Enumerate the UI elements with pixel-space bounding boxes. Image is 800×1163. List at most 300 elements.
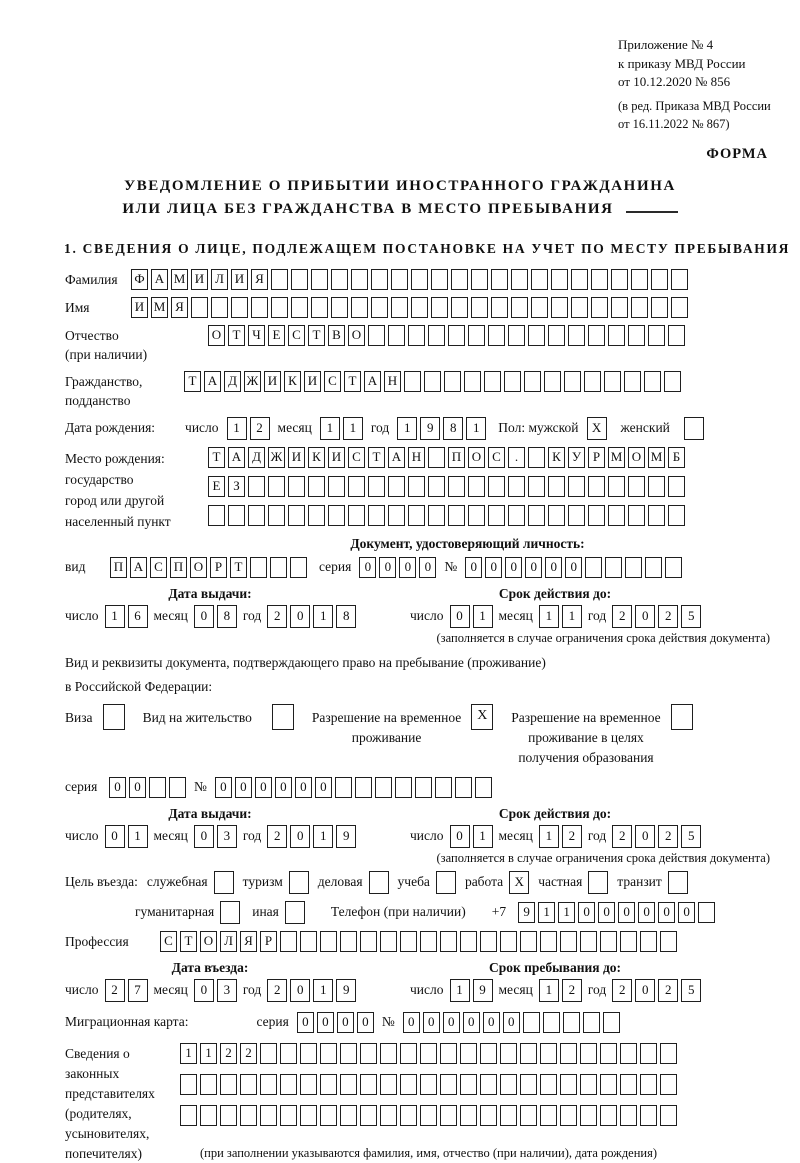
- char-cell[interactable]: [664, 371, 681, 392]
- char-cell[interactable]: О: [208, 325, 225, 346]
- birth-place-line1-cells[interactable]: [208, 447, 685, 468]
- char-cell[interactable]: [220, 901, 240, 924]
- representatives-line3-cells[interactable]: [180, 1105, 677, 1126]
- char-cell[interactable]: [428, 476, 445, 497]
- residence-series-cells[interactable]: [109, 777, 186, 798]
- char-cell[interactable]: [180, 1074, 197, 1095]
- char-cell[interactable]: 0: [483, 1012, 500, 1033]
- char-cell[interactable]: 0: [357, 1012, 374, 1033]
- char-cell[interactable]: [280, 1074, 297, 1095]
- char-cell[interactable]: [548, 325, 565, 346]
- char-cell[interactable]: [211, 297, 228, 318]
- char-cell[interactable]: 0: [129, 777, 146, 798]
- char-cell[interactable]: [640, 1074, 657, 1095]
- char-cell[interactable]: [285, 901, 305, 924]
- char-cell[interactable]: [369, 871, 389, 894]
- char-cell[interactable]: 0: [290, 979, 310, 1002]
- char-cell[interactable]: [300, 1105, 317, 1126]
- char-cell[interactable]: [660, 1074, 677, 1095]
- char-cell[interactable]: [568, 505, 585, 526]
- char-cell[interactable]: Ф: [131, 269, 148, 290]
- char-cell[interactable]: З: [228, 476, 245, 497]
- char-cell[interactable]: [348, 505, 365, 526]
- char-cell[interactable]: [380, 931, 397, 952]
- char-cell[interactable]: [500, 931, 517, 952]
- char-cell[interactable]: [548, 476, 565, 497]
- char-cell[interactable]: 0: [359, 557, 376, 578]
- char-cell[interactable]: 2: [612, 825, 632, 848]
- char-cell[interactable]: Я: [171, 297, 188, 318]
- char-cell[interactable]: 0: [505, 557, 522, 578]
- char-cell[interactable]: 0: [450, 605, 470, 628]
- char-cell[interactable]: [360, 931, 377, 952]
- residence-issue-year[interactable]: [267, 825, 356, 848]
- char-cell[interactable]: [544, 371, 561, 392]
- char-cell[interactable]: [291, 297, 308, 318]
- char-cell[interactable]: [571, 269, 588, 290]
- char-cell[interactable]: [440, 1043, 457, 1064]
- char-cell[interactable]: [380, 1043, 397, 1064]
- char-cell[interactable]: [540, 1043, 557, 1064]
- char-cell[interactable]: 9: [336, 979, 356, 1002]
- char-cell[interactable]: [671, 297, 688, 318]
- entry-day[interactable]: [105, 979, 148, 1002]
- char-cell[interactable]: 8: [336, 605, 356, 628]
- char-cell[interactable]: И: [288, 447, 305, 468]
- identity-valid-year[interactable]: [612, 605, 701, 628]
- char-cell[interactable]: 2: [267, 605, 287, 628]
- char-cell[interactable]: [588, 476, 605, 497]
- char-cell[interactable]: [551, 269, 568, 290]
- char-cell[interactable]: [648, 325, 665, 346]
- char-cell[interactable]: 0: [315, 777, 332, 798]
- char-cell[interactable]: 0: [235, 777, 252, 798]
- char-cell[interactable]: [214, 871, 234, 894]
- char-cell[interactable]: [640, 1105, 657, 1126]
- char-cell[interactable]: [420, 1043, 437, 1064]
- char-cell[interactable]: 1: [450, 979, 470, 1002]
- doc-series-cells[interactable]: [359, 557, 436, 578]
- char-cell[interactable]: А: [204, 371, 221, 392]
- visa-checkbox[interactable]: [103, 704, 125, 730]
- char-cell[interactable]: [291, 269, 308, 290]
- char-cell[interactable]: [668, 505, 685, 526]
- purpose-work-checkbox[interactable]: [509, 871, 529, 894]
- char-cell[interactable]: [468, 325, 485, 346]
- char-cell[interactable]: [608, 505, 625, 526]
- purpose-transit-checkbox[interactable]: [668, 871, 688, 894]
- char-cell[interactable]: [620, 1105, 637, 1126]
- char-cell[interactable]: [608, 476, 625, 497]
- char-cell[interactable]: 0: [598, 902, 615, 923]
- residence-number-cells[interactable]: [215, 777, 492, 798]
- char-cell[interactable]: 1: [473, 825, 493, 848]
- char-cell[interactable]: [671, 704, 693, 730]
- char-cell[interactable]: 5: [681, 605, 701, 628]
- char-cell[interactable]: [460, 1105, 477, 1126]
- char-cell[interactable]: [240, 1105, 257, 1126]
- char-cell[interactable]: 0: [485, 557, 502, 578]
- char-cell[interactable]: 9: [518, 902, 535, 923]
- entry-year[interactable]: [267, 979, 356, 1002]
- char-cell[interactable]: 2: [267, 979, 287, 1002]
- char-cell[interactable]: Я: [251, 269, 268, 290]
- char-cell[interactable]: [436, 871, 456, 894]
- purpose-business-checkbox[interactable]: [369, 871, 389, 894]
- char-cell[interactable]: [320, 1105, 337, 1126]
- identity-valid-day[interactable]: [450, 605, 493, 628]
- char-cell[interactable]: [628, 476, 645, 497]
- char-cell[interactable]: [355, 777, 372, 798]
- char-cell[interactable]: [591, 269, 608, 290]
- char-cell[interactable]: X: [509, 871, 529, 894]
- char-cell[interactable]: 0: [443, 1012, 460, 1033]
- char-cell[interactable]: [563, 1012, 580, 1033]
- char-cell[interactable]: [648, 505, 665, 526]
- char-cell[interactable]: 0: [635, 605, 655, 628]
- char-cell[interactable]: [340, 1074, 357, 1095]
- char-cell[interactable]: [488, 476, 505, 497]
- char-cell[interactable]: [491, 269, 508, 290]
- char-cell[interactable]: [408, 325, 425, 346]
- char-cell[interactable]: [289, 871, 309, 894]
- char-cell[interactable]: [220, 1074, 237, 1095]
- char-cell[interactable]: [411, 297, 428, 318]
- profession-cells[interactable]: [160, 931, 677, 952]
- char-cell[interactable]: [584, 371, 601, 392]
- char-cell[interactable]: [591, 297, 608, 318]
- char-cell[interactable]: [435, 777, 452, 798]
- char-cell[interactable]: 1: [473, 605, 493, 628]
- char-cell[interactable]: Р: [210, 557, 227, 578]
- char-cell[interactable]: [368, 476, 385, 497]
- char-cell[interactable]: [651, 297, 668, 318]
- char-cell[interactable]: [511, 297, 528, 318]
- char-cell[interactable]: [540, 931, 557, 952]
- char-cell[interactable]: 0: [194, 825, 214, 848]
- char-cell[interactable]: [448, 325, 465, 346]
- char-cell[interactable]: [200, 1105, 217, 1126]
- char-cell[interactable]: 2: [562, 825, 582, 848]
- char-cell[interactable]: [543, 1012, 560, 1033]
- char-cell[interactable]: [460, 1074, 477, 1095]
- char-cell[interactable]: Т: [308, 325, 325, 346]
- char-cell[interactable]: 1: [466, 417, 486, 440]
- char-cell[interactable]: [270, 557, 287, 578]
- char-cell[interactable]: [368, 505, 385, 526]
- char-cell[interactable]: [588, 325, 605, 346]
- char-cell[interactable]: [468, 505, 485, 526]
- char-cell[interactable]: А: [228, 447, 245, 468]
- migration-series-cells[interactable]: [297, 1012, 374, 1033]
- migration-number-cells[interactable]: [403, 1012, 620, 1033]
- char-cell[interactable]: [620, 931, 637, 952]
- char-cell[interactable]: [368, 325, 385, 346]
- char-cell[interactable]: [500, 1074, 517, 1095]
- char-cell[interactable]: 3: [217, 825, 237, 848]
- char-cell[interactable]: [548, 505, 565, 526]
- identity-issue-day[interactable]: [105, 605, 148, 628]
- residence-valid-month[interactable]: [539, 825, 582, 848]
- char-cell[interactable]: 0: [578, 902, 595, 923]
- char-cell[interactable]: 0: [635, 825, 655, 848]
- representatives-line1-cells[interactable]: [180, 1043, 677, 1064]
- char-cell[interactable]: 0: [295, 777, 312, 798]
- purpose-study-checkbox[interactable]: [436, 871, 456, 894]
- char-cell[interactable]: 0: [290, 605, 310, 628]
- identity-issue-month[interactable]: [194, 605, 237, 628]
- char-cell[interactable]: 2: [220, 1043, 237, 1064]
- char-cell[interactable]: [340, 1105, 357, 1126]
- char-cell[interactable]: С: [324, 371, 341, 392]
- char-cell[interactable]: [248, 476, 265, 497]
- char-cell[interactable]: 1: [128, 825, 148, 848]
- char-cell[interactable]: [520, 1074, 537, 1095]
- char-cell[interactable]: Ж: [244, 371, 261, 392]
- char-cell[interactable]: 5: [681, 825, 701, 848]
- phone-cells[interactable]: [518, 902, 715, 923]
- char-cell[interactable]: [484, 371, 501, 392]
- char-cell[interactable]: [220, 1105, 237, 1126]
- char-cell[interactable]: [580, 1105, 597, 1126]
- char-cell[interactable]: [580, 931, 597, 952]
- char-cell[interactable]: [523, 1012, 540, 1033]
- char-cell[interactable]: 2: [267, 825, 287, 848]
- char-cell[interactable]: [448, 476, 465, 497]
- char-cell[interactable]: 1: [313, 979, 333, 1002]
- char-cell[interactable]: [651, 269, 668, 290]
- char-cell[interactable]: [684, 417, 704, 440]
- char-cell[interactable]: [568, 476, 585, 497]
- char-cell[interactable]: [540, 1105, 557, 1126]
- residence-permit-checkbox[interactable]: [272, 704, 294, 730]
- char-cell[interactable]: [335, 777, 352, 798]
- char-cell[interactable]: [480, 1043, 497, 1064]
- representatives-line2-cells[interactable]: [180, 1074, 677, 1095]
- char-cell[interactable]: [431, 269, 448, 290]
- char-cell[interactable]: И: [328, 447, 345, 468]
- char-cell[interactable]: М: [648, 447, 665, 468]
- char-cell[interactable]: [440, 1074, 457, 1095]
- char-cell[interactable]: 2: [562, 979, 582, 1002]
- char-cell[interactable]: [600, 1043, 617, 1064]
- char-cell[interactable]: Т: [228, 325, 245, 346]
- char-cell[interactable]: [644, 371, 661, 392]
- char-cell[interactable]: [250, 557, 267, 578]
- char-cell[interactable]: 0: [450, 825, 470, 848]
- char-cell[interactable]: [428, 447, 445, 468]
- char-cell[interactable]: М: [171, 269, 188, 290]
- char-cell[interactable]: А: [388, 447, 405, 468]
- char-cell[interactable]: [500, 1105, 517, 1126]
- char-cell[interactable]: 2: [240, 1043, 257, 1064]
- char-cell[interactable]: 8: [443, 417, 463, 440]
- char-cell[interactable]: [464, 371, 481, 392]
- char-cell[interactable]: [169, 777, 186, 798]
- char-cell[interactable]: X: [471, 704, 493, 730]
- char-cell[interactable]: [308, 505, 325, 526]
- char-cell[interactable]: [251, 297, 268, 318]
- char-cell[interactable]: [640, 1043, 657, 1064]
- char-cell[interactable]: [631, 297, 648, 318]
- char-cell[interactable]: [588, 505, 605, 526]
- char-cell[interactable]: 0: [635, 979, 655, 1002]
- char-cell[interactable]: В: [328, 325, 345, 346]
- char-cell[interactable]: [551, 297, 568, 318]
- char-cell[interactable]: [348, 476, 365, 497]
- char-cell[interactable]: 6: [128, 605, 148, 628]
- char-cell[interactable]: [611, 269, 628, 290]
- char-cell[interactable]: Ч: [248, 325, 265, 346]
- patronymic-cells[interactable]: [208, 325, 685, 346]
- char-cell[interactable]: 2: [612, 979, 632, 1002]
- char-cell[interactable]: [620, 1074, 637, 1095]
- char-cell[interactable]: [272, 704, 294, 730]
- char-cell[interactable]: 9: [420, 417, 440, 440]
- char-cell[interactable]: 1: [397, 417, 417, 440]
- char-cell[interactable]: [268, 505, 285, 526]
- char-cell[interactable]: [400, 1043, 417, 1064]
- char-cell[interactable]: О: [190, 557, 207, 578]
- char-cell[interactable]: 0: [317, 1012, 334, 1033]
- char-cell[interactable]: 0: [658, 902, 675, 923]
- char-cell[interactable]: [149, 777, 166, 798]
- char-cell[interactable]: О: [468, 447, 485, 468]
- char-cell[interactable]: [228, 505, 245, 526]
- char-cell[interactable]: [625, 557, 642, 578]
- char-cell[interactable]: [400, 1074, 417, 1095]
- char-cell[interactable]: [628, 325, 645, 346]
- char-cell[interactable]: [508, 325, 525, 346]
- char-cell[interactable]: 0: [423, 1012, 440, 1033]
- char-cell[interactable]: 1: [313, 605, 333, 628]
- char-cell[interactable]: И: [131, 297, 148, 318]
- char-cell[interactable]: [583, 1012, 600, 1033]
- char-cell[interactable]: [428, 505, 445, 526]
- char-cell[interactable]: 0: [215, 777, 232, 798]
- char-cell[interactable]: 0: [525, 557, 542, 578]
- char-cell[interactable]: 0: [465, 557, 482, 578]
- char-cell[interactable]: Т: [368, 447, 385, 468]
- char-cell[interactable]: [180, 1105, 197, 1126]
- birth-year-cells[interactable]: [397, 417, 486, 440]
- char-cell[interactable]: [648, 476, 665, 497]
- char-cell[interactable]: [488, 325, 505, 346]
- char-cell[interactable]: [231, 297, 248, 318]
- char-cell[interactable]: [604, 371, 621, 392]
- char-cell[interactable]: [460, 931, 477, 952]
- char-cell[interactable]: [200, 1074, 217, 1095]
- char-cell[interactable]: [451, 269, 468, 290]
- char-cell[interactable]: 1: [313, 825, 333, 848]
- char-cell[interactable]: [240, 1074, 257, 1095]
- char-cell[interactable]: [665, 557, 682, 578]
- char-cell[interactable]: [280, 931, 297, 952]
- char-cell[interactable]: Д: [248, 447, 265, 468]
- char-cell[interactable]: Т: [230, 557, 247, 578]
- male-checkbox[interactable]: [587, 417, 607, 440]
- char-cell[interactable]: [668, 325, 685, 346]
- char-cell[interactable]: [375, 777, 392, 798]
- char-cell[interactable]: 1: [105, 605, 125, 628]
- char-cell[interactable]: 9: [473, 979, 493, 1002]
- char-cell[interactable]: 1: [538, 902, 555, 923]
- birth-day-cells[interactable]: [227, 417, 270, 440]
- char-cell[interactable]: [603, 1012, 620, 1033]
- purpose-humanitarian-checkbox[interactable]: [220, 901, 240, 924]
- char-cell[interactable]: Т: [180, 931, 197, 952]
- char-cell[interactable]: 1: [227, 417, 247, 440]
- char-cell[interactable]: Т: [184, 371, 201, 392]
- char-cell[interactable]: [320, 1043, 337, 1064]
- char-cell[interactable]: [500, 1043, 517, 1064]
- char-cell[interactable]: Л: [220, 931, 237, 952]
- residence-valid-day[interactable]: [450, 825, 493, 848]
- char-cell[interactable]: [645, 557, 662, 578]
- char-cell[interactable]: И: [191, 269, 208, 290]
- char-cell[interactable]: [600, 931, 617, 952]
- char-cell[interactable]: 1: [562, 605, 582, 628]
- char-cell[interactable]: [268, 476, 285, 497]
- char-cell[interactable]: Т: [344, 371, 361, 392]
- char-cell[interactable]: 1: [200, 1043, 217, 1064]
- char-cell[interactable]: У: [568, 447, 585, 468]
- char-cell[interactable]: М: [151, 297, 168, 318]
- char-cell[interactable]: 1: [539, 825, 559, 848]
- char-cell[interactable]: [391, 297, 408, 318]
- char-cell[interactable]: А: [151, 269, 168, 290]
- char-cell[interactable]: [511, 269, 528, 290]
- char-cell[interactable]: [475, 777, 492, 798]
- char-cell[interactable]: [588, 871, 608, 894]
- edu-permit-checkbox[interactable]: [671, 704, 693, 730]
- char-cell[interactable]: [585, 557, 602, 578]
- char-cell[interactable]: [520, 1105, 537, 1126]
- char-cell[interactable]: [508, 476, 525, 497]
- char-cell[interactable]: [331, 297, 348, 318]
- char-cell[interactable]: [660, 1043, 677, 1064]
- char-cell[interactable]: И: [304, 371, 321, 392]
- char-cell[interactable]: [528, 476, 545, 497]
- char-cell[interactable]: [480, 931, 497, 952]
- char-cell[interactable]: [431, 297, 448, 318]
- char-cell[interactable]: [340, 1043, 357, 1064]
- char-cell[interactable]: [388, 476, 405, 497]
- char-cell[interactable]: [400, 931, 417, 952]
- char-cell[interactable]: [415, 777, 432, 798]
- char-cell[interactable]: [280, 1105, 297, 1126]
- char-cell[interactable]: [471, 269, 488, 290]
- char-cell[interactable]: [580, 1074, 597, 1095]
- char-cell[interactable]: [451, 297, 468, 318]
- char-cell[interactable]: X: [587, 417, 607, 440]
- char-cell[interactable]: 0: [618, 902, 635, 923]
- birth-month-cells[interactable]: [320, 417, 363, 440]
- char-cell[interactable]: [371, 297, 388, 318]
- char-cell[interactable]: 3: [217, 979, 237, 1002]
- char-cell[interactable]: [480, 1074, 497, 1095]
- char-cell[interactable]: [404, 371, 421, 392]
- char-cell[interactable]: 0: [403, 1012, 420, 1033]
- char-cell[interactable]: [440, 931, 457, 952]
- char-cell[interactable]: Я: [240, 931, 257, 952]
- char-cell[interactable]: [260, 1105, 277, 1126]
- char-cell[interactable]: [560, 1074, 577, 1095]
- entry-month[interactable]: [194, 979, 237, 1002]
- char-cell[interactable]: [571, 297, 588, 318]
- char-cell[interactable]: Е: [208, 476, 225, 497]
- char-cell[interactable]: Д: [224, 371, 241, 392]
